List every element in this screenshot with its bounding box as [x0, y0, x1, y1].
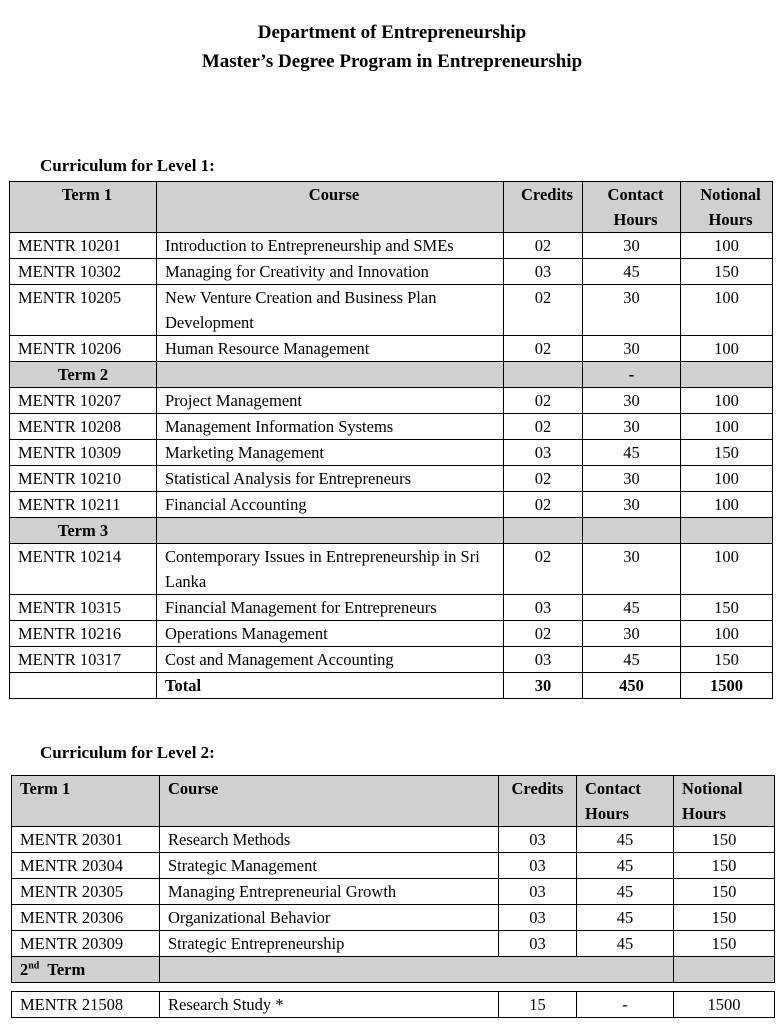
table-row [10, 621, 773, 647]
course-title: Management Information Systems [157, 414, 504, 440]
course-credits: 02 [504, 492, 583, 518]
course-notional-hours: 150 [681, 259, 773, 285]
col-header-course: Course [157, 182, 504, 233]
table-row [12, 992, 775, 1018]
course-title: Managing Entrepreneurial Growth [160, 879, 499, 905]
level1-curriculum-table [9, 181, 773, 699]
course-code: MENTR 10309 [10, 440, 157, 466]
course-code: MENTR 10315 [10, 595, 157, 621]
course-code: MENTR 10207 [10, 388, 157, 414]
table-row [10, 414, 773, 440]
term-row [10, 518, 773, 544]
course-credits: 02 [504, 285, 583, 336]
term-middle-cell [160, 957, 674, 983]
total-row [10, 673, 773, 699]
course-title: Organizational Behavior [160, 905, 499, 931]
term-label [12, 957, 160, 983]
col-header-credits: Credits [499, 776, 577, 827]
term-label: Term 2 [10, 362, 157, 388]
col-header-notional-hours: Notional Hours [681, 182, 773, 233]
term-course-cell [157, 518, 504, 544]
course-contact-hours: 30 [583, 544, 681, 595]
table-row [12, 853, 775, 879]
table-row [10, 492, 773, 518]
table-row [10, 647, 773, 673]
course-notional-hours: 100 [681, 621, 773, 647]
course-code: MENTR 20309 [12, 931, 160, 957]
course-credits: 03 [499, 827, 577, 853]
course-code: MENTR 10216 [10, 621, 157, 647]
course-contact-hours: 30 [583, 621, 681, 647]
course-notional-hours: 150 [674, 879, 775, 905]
col-header-term: Term 1 [12, 776, 160, 827]
course-title: New Venture Creation and Business Plan Development [157, 285, 504, 336]
table-row [12, 905, 775, 931]
term-row [12, 957, 775, 983]
course-notional-hours: 150 [674, 827, 775, 853]
course-title: Marketing Management [157, 440, 504, 466]
total-credits: 30 [504, 673, 583, 699]
level2-curriculum-table [11, 775, 775, 1018]
course-code: MENTR 10208 [10, 414, 157, 440]
course-title: Research Methods [160, 827, 499, 853]
table-row [10, 388, 773, 414]
course-code: MENTR 10206 [10, 336, 157, 362]
spacer-cell [12, 983, 775, 992]
course-title: Research Study * [160, 992, 499, 1018]
col-header-notional-hours: Notional Hours [674, 776, 775, 827]
course-notional-hours: 150 [681, 595, 773, 621]
course-credits: 02 [504, 414, 583, 440]
course-notional-hours: 100 [681, 285, 773, 336]
course-contact-hours: 30 [583, 492, 681, 518]
course-notional-hours: 100 [681, 233, 773, 259]
course-code: MENTR 10211 [10, 492, 157, 518]
course-credits: 03 [499, 905, 577, 931]
course-contact-hours: 45 [583, 647, 681, 673]
course-title: Financial Management for Entrepreneurs [157, 595, 504, 621]
spacer-row [12, 983, 775, 992]
department-title: Department of Entrepreneurship [257, 22, 527, 43]
course-credits: 15 [499, 992, 577, 1018]
table-row [10, 595, 773, 621]
course-notional-hours: 1500 [674, 992, 775, 1018]
course-title: Strategic Entrepreneurship [160, 931, 499, 957]
col-header-contact-hours: Contact Hours [583, 182, 681, 233]
table-row [12, 827, 775, 853]
course-contact-hours: 45 [577, 853, 674, 879]
course-title: Strategic Management [160, 853, 499, 879]
course-code: MENTR 10302 [10, 259, 157, 285]
course-credits: 02 [504, 544, 583, 595]
table-row [12, 931, 775, 957]
course-title: Operations Management [157, 621, 504, 647]
course-title: Cost and Management Accounting [157, 647, 504, 673]
col-header-contact-hours: Contact Hours [577, 776, 674, 827]
course-contact-hours: 45 [583, 595, 681, 621]
term-row [10, 362, 773, 388]
course-code: MENTR 10210 [10, 466, 157, 492]
course-credits: 03 [504, 440, 583, 466]
course-code: MENTR 20301 [12, 827, 160, 853]
course-contact-hours: 30 [583, 388, 681, 414]
course-contact-hours: 30 [583, 233, 681, 259]
level2-heading: Curriculum for Level 2: [40, 743, 215, 762]
course-code: MENTR 10214 [10, 544, 157, 595]
course-notional-hours: 150 [674, 853, 775, 879]
course-title: Contemporary Issues in Entrepreneurship in Sri Lanka [157, 544, 504, 595]
course-notional-hours: 100 [681, 466, 773, 492]
course-credits: 03 [504, 259, 583, 285]
course-credits: 03 [499, 879, 577, 905]
course-contact-hours: 45 [577, 827, 674, 853]
table-row [10, 466, 773, 492]
course-credits: 03 [504, 595, 583, 621]
course-contact-hours: 45 [577, 905, 674, 931]
table-row [10, 285, 773, 336]
program-title: Master’s Degree Program in Entrepreneurship [201, 51, 583, 72]
course-contact-hours: 30 [583, 336, 681, 362]
term-credits-cell [504, 362, 583, 388]
col-header-credits: Credits [504, 182, 583, 233]
course-title: Project Management [157, 388, 504, 414]
course-code: MENTR 20306 [12, 905, 160, 931]
total-notional-hours: 1500 [681, 673, 773, 699]
course-contact-hours: 45 [583, 440, 681, 466]
table-row [10, 544, 773, 595]
term-notional-cell [674, 957, 775, 983]
term-label: Term 3 [10, 518, 157, 544]
table-row [10, 336, 773, 362]
table-row [10, 259, 773, 285]
course-notional-hours: 100 [681, 388, 773, 414]
course-code: MENTR 20304 [12, 853, 160, 879]
course-notional-hours: 100 [681, 492, 773, 518]
course-contact-hours: 30 [583, 285, 681, 336]
course-contact-hours: 30 [583, 414, 681, 440]
course-title: Financial Accounting [157, 492, 504, 518]
course-credits: 03 [499, 853, 577, 879]
course-title: Statistical Analysis for Entrepreneurs [157, 466, 504, 492]
total-label: Total [157, 673, 504, 699]
table-row [10, 233, 773, 259]
course-code: MENTR 10201 [10, 233, 157, 259]
course-contact-hours: 45 [583, 259, 681, 285]
course-credits: 03 [504, 647, 583, 673]
term-word: Term [47, 960, 86, 979]
course-notional-hours: 150 [674, 931, 775, 957]
course-title: Human Resource Management [157, 336, 504, 362]
course-notional-hours: 100 [681, 336, 773, 362]
course-code: MENTR 10205 [10, 285, 157, 336]
course-contact-hours: 45 [577, 879, 674, 905]
course-credits: 02 [504, 233, 583, 259]
term-contact-cell: - [583, 362, 681, 388]
course-notional-hours: 150 [681, 647, 773, 673]
term-contact-cell [583, 518, 681, 544]
term-ordinal-suffix: nd [28, 960, 40, 972]
term-notional-cell [681, 362, 773, 388]
course-title: Introduction to Entrepreneurship and SMEs [157, 233, 504, 259]
total-empty-cell [10, 673, 157, 699]
course-code: MENTR 20305 [12, 879, 160, 905]
course-notional-hours: 100 [681, 414, 773, 440]
course-notional-hours: 100 [681, 544, 773, 595]
course-notional-hours: 150 [681, 440, 773, 466]
level1-heading: Curriculum for Level 1: [40, 156, 215, 175]
table-row [10, 440, 773, 466]
term-credits-cell [504, 518, 583, 544]
course-credits: 02 [504, 621, 583, 647]
course-notional-hours: 150 [674, 905, 775, 931]
course-code: MENTR 21508 [12, 992, 160, 1018]
course-credits: 03 [499, 931, 577, 957]
course-contact-hours: 45 [577, 931, 674, 957]
col-header-term: Term 1 [10, 182, 157, 233]
term-number: 2 [20, 960, 29, 979]
term-course-cell [157, 362, 504, 388]
course-contact-hours: 30 [583, 466, 681, 492]
course-credits: 02 [504, 466, 583, 492]
col-header-course: Course [160, 776, 499, 827]
total-contact-hours: 450 [583, 673, 681, 699]
course-credits: 02 [504, 388, 583, 414]
course-code: MENTR 10317 [10, 647, 157, 673]
table-row [12, 879, 775, 905]
course-credits: 02 [504, 336, 583, 362]
term-notional-cell [681, 518, 773, 544]
course-title: Managing for Creativity and Innovation [157, 259, 504, 285]
course-contact-hours: - [577, 992, 674, 1018]
